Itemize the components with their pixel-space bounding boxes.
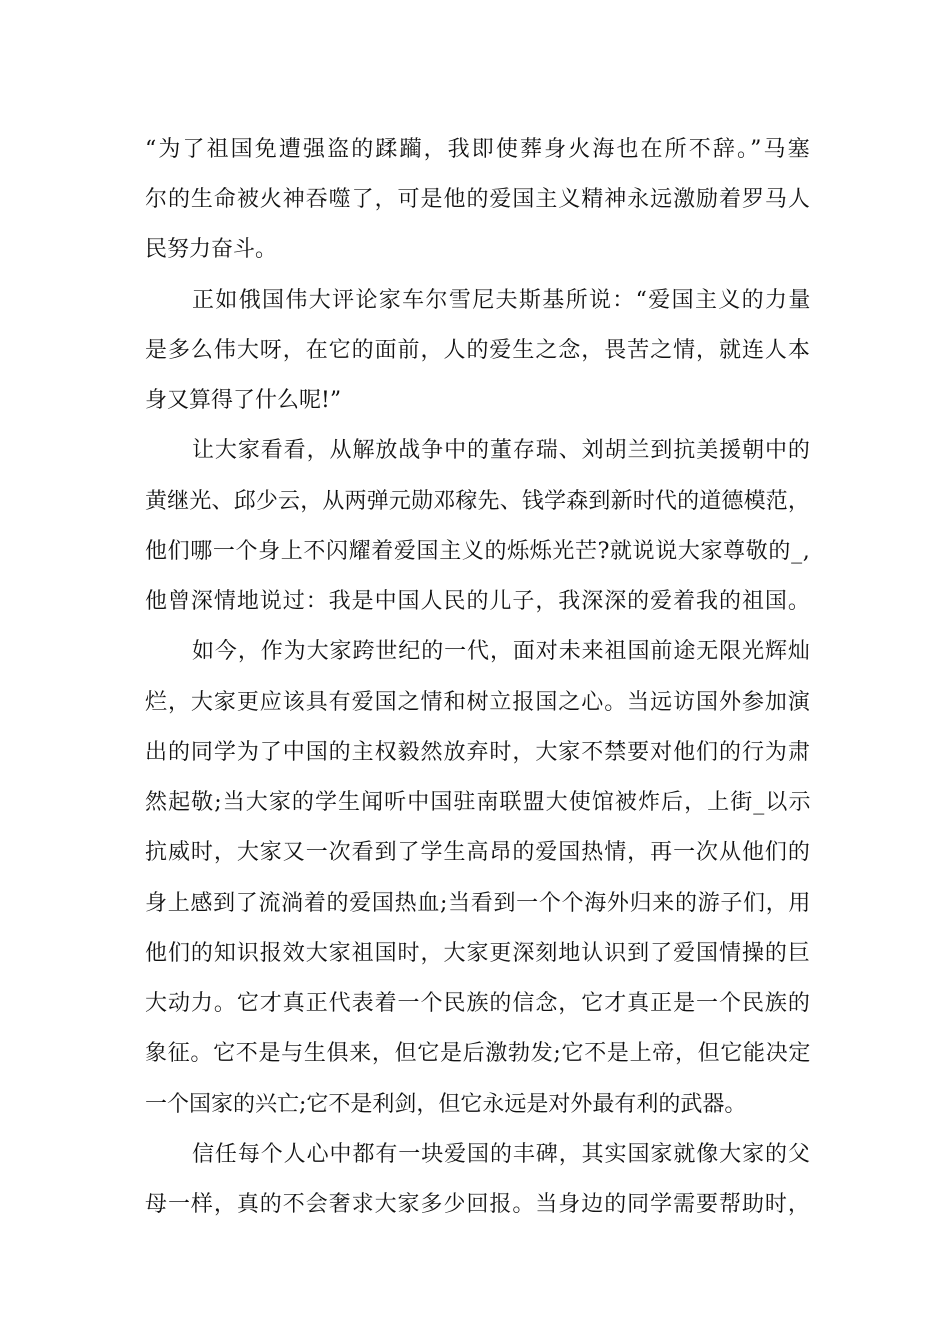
paragraph-line: 民努力奋斗。 [145, 237, 278, 262]
paragraph-line: 抗威时，大家又一次看到了学生高昂的爱国热情，再一次从他们的 [145, 840, 811, 865]
paragraph-line: 出的同学为了中国的主权毅然放弃时，大家不禁要对他们的行为肃 [145, 740, 811, 765]
paragraph-line: 烂，大家更应该具有爱国之情和树立报国之心。当远访国外参加演 [145, 690, 811, 715]
paragraph-line: 信任每个人心中都有一块爱国的丰碑，其实国家就像大家的父 [192, 1142, 811, 1167]
paragraph-line: 身又算得了什么呢!” [145, 388, 342, 413]
paragraph-line: 然起敬;当大家的学生闻听中国驻南联盟大使馆被炸后，上街_以示 [145, 790, 812, 815]
paragraph-line: 让大家看看，从解放战争中的董存瑞、刘胡兰到抗美援朝中的 [192, 438, 811, 463]
paragraph-line: 一个国家的兴亡;它不是利剑，但它永远是对外最有利的武器。 [145, 1092, 747, 1117]
paragraph-line: “为了祖国免遭强盗的蹂躏，我即使葬身火海也在所不辞。”马塞 [145, 137, 812, 162]
paragraph-line: 象征。它不是与生俱来，但它是后激勃发;它不是上帝，但它能决定 [145, 1041, 812, 1066]
paragraph-line: 如今，作为大家跨世纪的一代，面对未来祖国前途无限光辉灿 [192, 639, 811, 664]
paragraph-line: 黄继光、邱少云，从两弹元勋邓稼先、钱学森到新时代的道德模范， [145, 489, 811, 514]
paragraph-line: 母一样，真的不会奢求大家多少回报。当身边的同学需要帮助时， [145, 1192, 811, 1217]
paragraph-line: 尔的生命被火神吞噬了，可是他的爱国主义精神永远激励着罗马人 [145, 187, 811, 212]
paragraph-line: 他曾深情地说过：我是中国人民的儿子，我深深的爱着我的祖国。 [145, 589, 811, 614]
paragraph-line: 正如俄国伟大评论家车尔雪尼夫斯基所说：“爱国主义的力量 [192, 288, 812, 313]
paragraph-line: 是多么伟大呀，在它的面前，人的爱生之念，畏苦之情，就连人本 [145, 338, 811, 363]
paragraph-line: 他们哪一个身上不闪耀着爱国主义的烁烁光芒?就说说大家尊敬的_, [145, 539, 811, 564]
paragraph-line: 身上感到了流淌着的爱国热血;当看到一个个海外归来的游子们，用 [145, 891, 812, 916]
paragraph-line: 他们的知识报效大家祖国时，大家更深刻地认识到了爱国情操的巨 [145, 941, 811, 966]
paragraph-line: 大动力。它才真正代表着一个民族的信念，它才真正是一个民族的 [145, 991, 811, 1016]
